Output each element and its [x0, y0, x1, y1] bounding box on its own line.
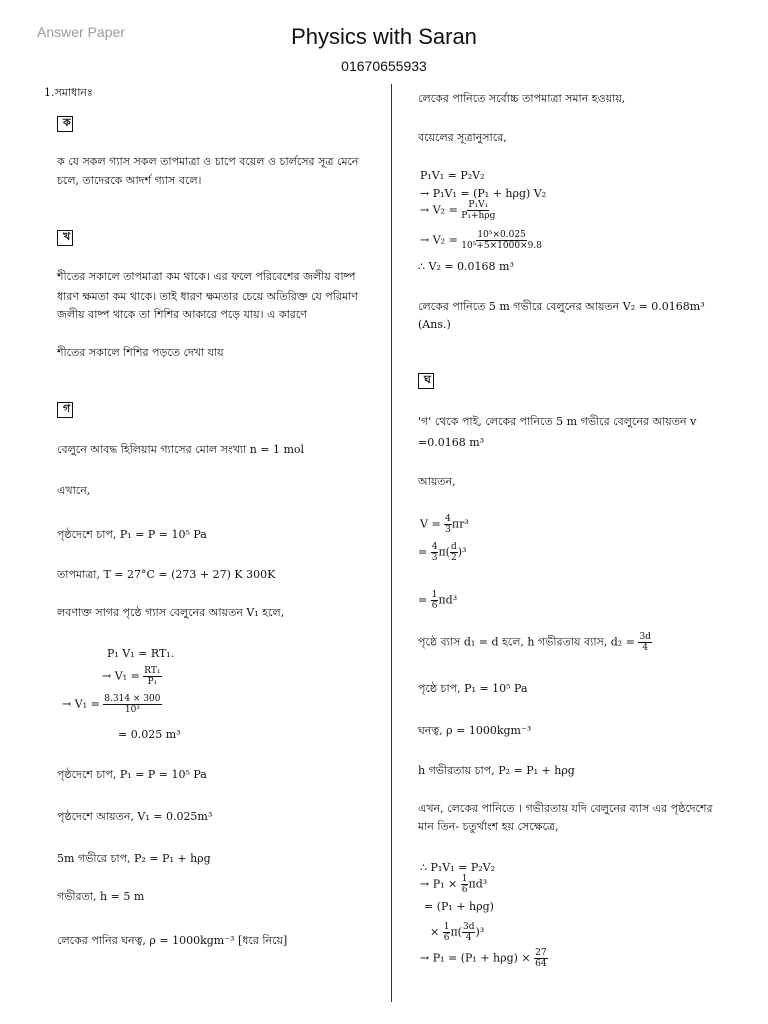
equation: → P₁V₁ = (P₁ + hρg) V₂: [420, 187, 547, 200]
answer-line: h গভীরতায় চাপ, P₂ = P₁ + hρg: [418, 764, 575, 777]
column-divider: [391, 84, 392, 1002]
fraction: $\frac{8.314 \times 300}{\text{10³}}$: [104, 694, 161, 715]
equation-lhs: → V₁ =: [102, 669, 140, 683]
answer-line: জলীয় বাষ্প থাকে তা শিশির আকারে পড়ে যায়। এ কারণে: [57, 308, 307, 321]
fraction: $\frac{1}{6}$: [461, 874, 468, 895]
equation: ∴ P₁V₁ = P₂V₂: [420, 861, 496, 874]
answer-line: 'গ' থেকে পাই, লেকের পানিতে 5 m গভীরে বেলুনের আয়তন v: [418, 415, 697, 428]
equation: → P₁ = (P₁ + hρg) × $\frac{27}{64}$: [420, 948, 547, 969]
fraction: $\frac{1}{6}$: [431, 590, 438, 611]
fraction: $\frac{d}{2}$: [450, 542, 457, 563]
section-label-kh: খ: [63, 230, 71, 243]
fraction: $\frac{4}{3}$: [445, 514, 451, 535]
equation: ∴ V₂ = 0.0168 m³: [418, 260, 514, 273]
equation: = $\frac{1}{6}$ πd³: [418, 590, 458, 611]
watermark-text: Answer Paper: [37, 24, 125, 40]
answer-line: পৃষ্ঠদেশে চাপ, P₁ = P = 10⁵ Pa: [57, 768, 207, 781]
answer-line: এখন, লেকের পানিতে । গভীরতায় যদি বেলুনের ব্যাস এর পৃষ্ঠদেশের: [418, 802, 713, 815]
answer-line: তাপমাত্রা, T = 27°C = (273 + 27) K 300K: [57, 568, 276, 581]
answer-line: লেকের পানিতে সর্বোচ্চ তাপমাত্রা সমান হওয়ায়,: [418, 92, 626, 105]
answer-line: (Ans.): [418, 318, 451, 331]
answer-line: লেকের পানির ঘনত্ব, ρ = 1000kgm⁻³ [ধরে নিয়ে]: [57, 934, 288, 947]
answer-line: ক যে সকল গ্যাস সকল তাপমাত্রা ও চাপে বয়েল ও চার্লসের সূত্র মেনে: [57, 155, 359, 168]
answer-line: 5m গভীরে চাপ, P₂ = P₁ + hρg: [57, 852, 211, 865]
section-label-k: ক: [63, 116, 71, 129]
answer-line: গভীরতা, h = 5 m: [57, 890, 145, 903]
equation: → V₂ = $\frac{\text{P₁V₁}}{\text{P₁+hρg}}$: [420, 200, 496, 221]
equation: V = $\frac{4}{3}$ πr³: [420, 514, 469, 535]
section-label-gh: ঘ: [424, 373, 431, 386]
fraction: $\frac{\text{10⁵×0.025}}{\text{10⁵+5×1000×9.8}}$: [461, 230, 542, 251]
equation: = $\frac{4}{3}$ π( $\frac{d}{2}$ )³: [418, 542, 467, 563]
equation: → P₁ × $\frac{1}{6}$ πd³: [420, 874, 488, 895]
answer-line: পৃষ্ঠদেশে চাপ, P₁ = P = 10⁵ Pa: [57, 528, 207, 541]
equation: = (P₁ + hρg): [424, 900, 494, 913]
answer-line: ধারণ ক্ষমতা কম থাকে। তাই ধারণ ক্ষমতার চেয়ে অতিরিক্ত যে পরিমাণ: [57, 290, 358, 303]
answer-line: শীতের সকালে শিশির পড়তে দেখা যায়: [57, 346, 224, 359]
equation: P₁ V₁ = RT₁.: [107, 647, 175, 660]
equation: [62, 694, 162, 715]
fraction: $\frac{3d}{4}$: [639, 632, 651, 653]
answer-line: চলে, তাদেরকে আদর্শ গ্যাস বলে।: [57, 174, 202, 187]
phone-number: 01670655933: [341, 58, 427, 74]
equation: = 0.025 m³: [118, 728, 181, 741]
fraction: $\frac{\text{RT₁}}{\text{P₁}}$: [144, 666, 161, 687]
page-title: Physics with Saran: [291, 24, 477, 49]
equation: P₁V₁ = P₂V₂: [420, 169, 485, 182]
fraction: $\frac{3d}{4}$: [462, 922, 475, 943]
equation: [102, 666, 162, 687]
answer-line: পৃষ্ঠে ব্যাস d₁ = d হলে, h গভীরতায় ব্যাস, d₂ = $\frac{3d}{4}$: [418, 632, 651, 653]
answer-line: শীতের সকালে তাপমাত্রা কম থাকে। এর ফলে পরিবেশের জলীয় বাষ্প: [57, 270, 356, 283]
equation-lhs: → V₁ =: [62, 697, 100, 711]
answer-line: ঘনত্ব, ρ = 1000kgm⁻³: [418, 724, 532, 737]
answer-line: মান তিন- চতুর্থাংশ হয় সেক্ষেত্রে,: [418, 820, 559, 833]
answer-line: =0.0168 m³: [418, 436, 485, 449]
answer-line: পৃষ্ঠে চাপ, P₁ = 10⁵ Pa: [418, 682, 528, 695]
answer-line: লেকের পানিতে 5 m গভীরে বেলুনের আয়তন V₂ = 0.0168m³: [418, 300, 705, 313]
answer-line: পৃষ্ঠদেশে আয়তন, V₁ = 0.025m³: [57, 810, 213, 823]
answer-line: বয়েলের সূত্রানুসারে,: [418, 131, 507, 144]
fraction: $\frac{1}{6}$: [443, 922, 450, 943]
fraction: $\frac{27}{64}$: [535, 948, 547, 969]
answer-line: লবণাক্ত সাগর পৃষ্ঠে গ্যাস বেলুনের আয়তন V₁ হলে,: [57, 606, 285, 619]
fraction: $\frac{\text{P₁V₁}}{\text{P₁+hρg}}$: [461, 200, 496, 221]
question-label: 1.সমাধানঃ: [44, 86, 93, 99]
answer-line: এখানে,: [57, 484, 91, 497]
answer-line: বেলুনে আবদ্ধ হিলিয়াম গ্যাসের মোল সংখ্যা n = 1 mol: [57, 443, 305, 456]
equation: → V₂ = $\frac{\text{10⁵×0.025}}{\text{10⁵+5×1000×9.8}}$: [420, 230, 542, 251]
fraction: $\frac{4}{3}$: [431, 542, 438, 563]
section-label-g: গ: [63, 402, 71, 415]
equation: × $\frac{1}{6}$ π( $\frac{3d}{4}$ )³: [430, 922, 485, 943]
answer-line: আয়তন,: [418, 475, 456, 488]
